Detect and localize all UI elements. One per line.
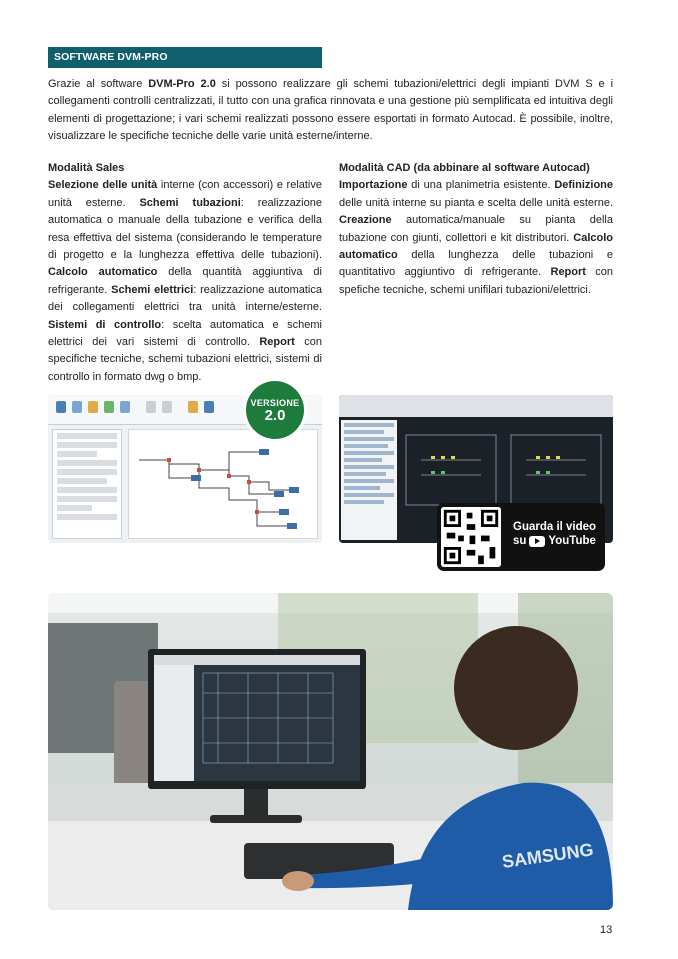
version-badge-number: 2.0 [264, 407, 286, 424]
cad-t2: delle unità interne su pianta e scelta delle unità esterne. [339, 196, 613, 209]
cad-b4: Calcolo automatico [339, 231, 613, 262]
youtube-brand: YouTube [548, 535, 596, 547]
cad-heading: Modalità CAD (da abbinare al software Autocad) [339, 162, 590, 174]
cad-t1: di una planimetria esistente. [407, 179, 555, 192]
cad-column [339, 160, 613, 299]
cad-paragraph [339, 177, 613, 299]
youtube-caption[interactable] [513, 520, 596, 548]
section-title: SOFTWARE DVM-PRO [54, 51, 168, 63]
version-badge-label: VERSIONE [250, 398, 300, 408]
youtube-caption-line1: Guarda il video [513, 521, 597, 533]
ribbon-icon [72, 401, 82, 413]
section-title-bar [48, 47, 322, 68]
office-photo-illustration [48, 593, 613, 910]
sales-b2: Schemi tubazioni [139, 196, 241, 209]
ribbon-icon [162, 401, 172, 413]
ribbon-icon [120, 401, 130, 413]
office-photo [48, 593, 613, 910]
sales-t5: : scelta automatica e schemi elettrici dei vari sistemi di controllo. [48, 318, 322, 349]
ribbon-icon [56, 401, 66, 413]
autocad-ribbon [339, 395, 613, 417]
intro-paragraph [48, 76, 613, 146]
sales-b6: Report [259, 336, 295, 349]
cad-t3: automatica/manuale su pianta della tubazione con giunti, collettori e kit distributori. [339, 214, 613, 244]
intro-product-name: DVM-Pro 2.0 [148, 78, 216, 90]
cad-b3: Creazione [339, 214, 392, 227]
sales-b4: Schemi elettrici [111, 283, 194, 296]
cad-t5: con spefiche tecniche, schemi unifilari tubazioni/elettrici. [339, 266, 613, 296]
shirt-logo: SAMSUNG [500, 839, 595, 872]
version-badge [246, 381, 304, 439]
ribbon-icon [188, 401, 198, 413]
piping-schematic [129, 430, 319, 538]
properties-panel [52, 429, 122, 539]
ribbon-icon [204, 401, 214, 413]
qr-code-icon[interactable] [441, 507, 501, 567]
cad-t4: della lunghezza delle tubazioni e quantitativo aggiuntivo di refrigerante. [339, 249, 613, 279]
sales-t1: interne (con accessori) e relative unità esterne. [48, 179, 322, 209]
sales-t3: della quantità aggiuntiva di refrigerante. [48, 266, 322, 296]
ribbon-icon [104, 401, 114, 413]
intro-text-2: si possono realizzare gli schemi tubazioni/elettrici degli impianti DVM S e i collegamenti controlli centralizzati, il tutto con una grafica rinnovata e una gestione più semplificata ed intuitiva degli elementi di progettazione; i vari schemi realizzati possono essere esportati in formato Autocad. È possibile, inoltre, visualizzare le specifiche tecniche delle varie unità esterne/interne. [48, 78, 614, 143]
intro-text-1: Grazie al software [48, 78, 149, 90]
youtube-caption-su: su [513, 535, 527, 547]
cad-b1: Importazione [339, 179, 408, 192]
sales-b5: Sistemi di controllo [48, 318, 162, 331]
sales-heading: Modalità Sales [48, 162, 125, 174]
youtube-play-icon [529, 536, 545, 547]
cad-b2: Definizione [554, 179, 613, 192]
piping-diagram-canvas [128, 429, 318, 539]
sales-b3: Calcolo automatico [48, 266, 158, 279]
sales-column [48, 160, 322, 386]
sales-t6: con specifiche tecniche, schemi tubazioni elettrici, sistemi di controllo in formato dwg o bmp. [48, 336, 322, 383]
sales-t2: : realizzazione automatica o manuale della tubazione e verifica della resa effettiva del sistema (considerando le temperature di progetto e la lunghezza effettiva delle tubazioni). [48, 196, 322, 262]
cad-tree-panel [341, 420, 397, 540]
ribbon-icon [88, 401, 98, 413]
sales-b1: Selezione delle unità [48, 179, 158, 192]
page-number: 13 [600, 924, 613, 936]
cad-b5: Report [550, 266, 586, 279]
sales-paragraph [48, 177, 322, 386]
ribbon-icon [146, 401, 156, 413]
sales-t4: : realizzazione automatica dei collegamenti elettrici tra unità interne/esterne. [48, 283, 322, 314]
